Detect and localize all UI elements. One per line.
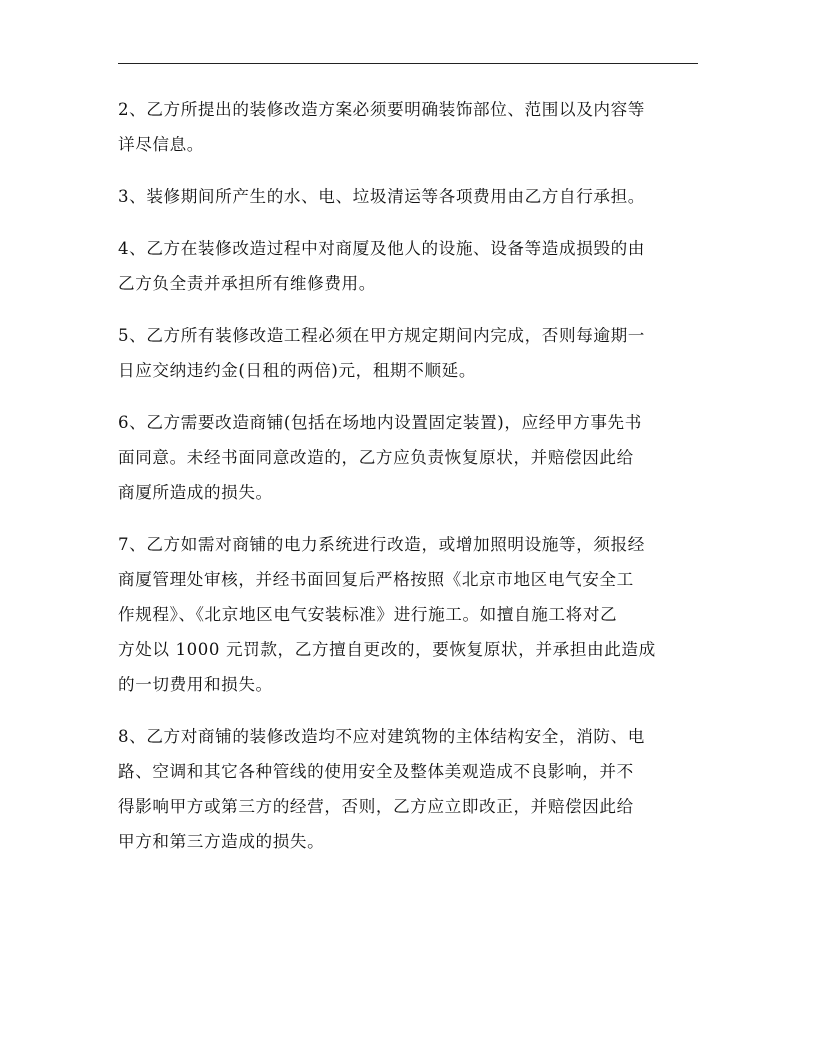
clause-2 (118, 92, 700, 162)
clause-text-line: 路、空调和其它各种管线的使用安全及整体美观造成不良影响，并不 (118, 762, 634, 781)
clause-text-line: 方处以 1000 元罚款，乙方擅自更改的，要恢复原状，并承担由此造成 (118, 640, 656, 659)
clause-text-line: 商厦管理处审核，并经书面回复后严格按照《北京市地区电气安全工 (118, 570, 634, 589)
clause-6 (118, 405, 700, 510)
clause-text-line: 详尽信息。 (118, 135, 204, 154)
clause-text-line: 乙方负全责并承担所有维修费用。 (118, 274, 376, 293)
document-body (118, 92, 700, 876)
clause-text-line: 4、乙方在装修改造过程中对商厦及他人的设施、设备等造成损毁的由 (118, 239, 645, 258)
clause-text-line: 7、乙方如需对商铺的电力系统进行改造，或增加照明设施等，须报经 (118, 535, 645, 554)
clause-5 (118, 318, 700, 388)
clause-text-line: 的一切费用和损失。 (118, 675, 273, 694)
clause-text-line: 作规程》、《北京地区电气安装标准》进行施工。如擅自施工将对乙 (118, 605, 618, 624)
clause-7 (118, 527, 700, 702)
clause-text-line: 甲方和第三方造成的损失。 (118, 832, 325, 851)
clause-text-line: 2、乙方所提出的装修改造方案必须要明确装饰部位、范围以及内容等 (118, 100, 645, 119)
header-rule (118, 63, 698, 64)
clause-8 (118, 719, 700, 859)
clause-text-line: 得影响甲方或第三方的经营，否则，乙方应立即改正，并赔偿因此给 (118, 797, 634, 816)
clause-4 (118, 231, 700, 301)
clause-text-line: 面同意。未经书面同意改造的，乙方应负责恢复原状，并赔偿因此给 (118, 448, 634, 467)
clause-text-line: 日应交纳违约金(日租的两倍)元，租期不顺延。 (118, 361, 477, 380)
clause-text-line: 5、乙方所有装修改造工程必须在甲方规定期间内完成，否则每逾期一 (118, 326, 645, 345)
clause-text-line: 商厦所造成的损失。 (118, 483, 273, 502)
clause-text-line: 3、装修期间所产生的水、电、垃圾清运等各项费用由乙方自行承担。 (118, 187, 645, 206)
clause-text-line: 8、乙方对商铺的装修改造均不应对建筑物的主体结构安全，消防、电 (118, 727, 645, 746)
clause-text-line: 6、乙方需要改造商铺(包括在场地内设置固定装置)，应经甲方事先书 (118, 413, 642, 432)
clause-3 (118, 179, 700, 214)
